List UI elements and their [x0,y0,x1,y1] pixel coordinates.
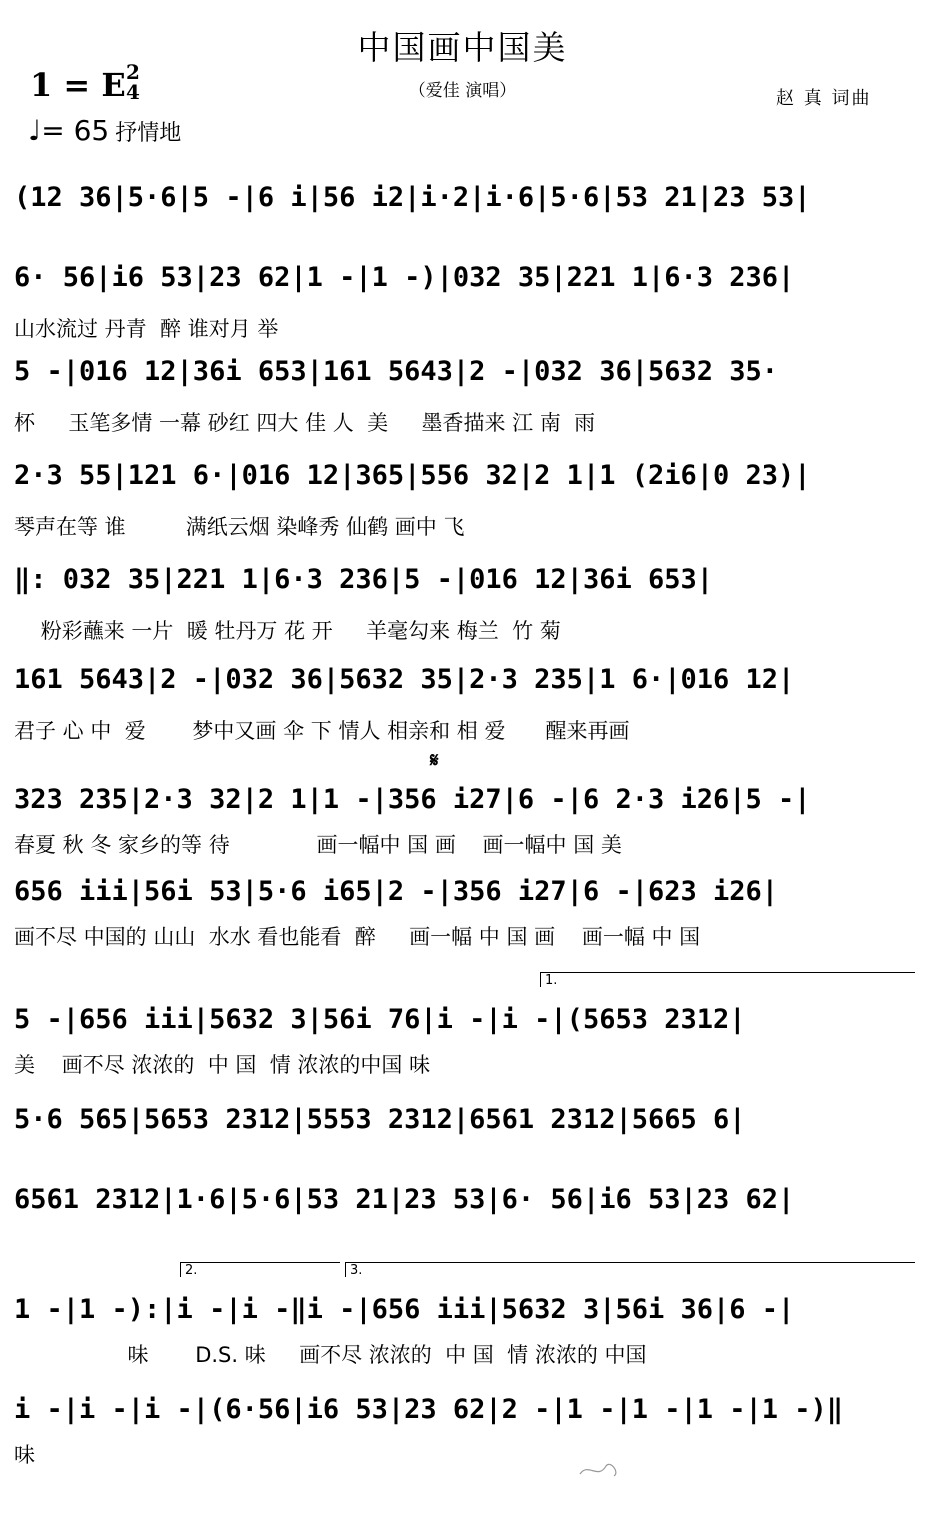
notation-line: 656 iii|56i 53|5·6 i65|2 -|356 i27|6 -|623 i26| [14,876,779,907]
time-signature-bottom: 4 [126,80,140,104]
lyric-line: 画不尽 中国的 山山 水水 看也能看 醉 画一幅 中 国 画 画一幅 中 国 [14,925,701,949]
signature-mark [570,1452,630,1482]
volta-3: 3. [345,1262,915,1277]
time-signature-top: 2 [126,60,140,84]
lyric-line: 琴声在等 谁 满纸云烟 染峰秀 仙鹤 画中 飞 [14,515,465,539]
score-row [14,872,914,949]
score-row [14,1290,914,1367]
notation-line: 1 -|1 -):|i -|i -‖i -|656 iii|5632 3|56i 36|6 -| [14,1294,795,1325]
lyric-line: 山水流过 丹青 醉 谁对月 举 [14,317,279,341]
tempo-marking [28,114,181,147]
notation-line: 5 -|656 iii|5632 3|56i 76|i -|i -|(5653 2312| [14,1004,746,1035]
score-row [14,560,914,643]
notation-line: 6561 2312|1·6|5·6|53 21|23 53|6· 56|i6 53|23 62| [14,1184,795,1215]
score-row [14,258,914,341]
lyric-line: 春夏 秋 冬 家乡的等 待 画一幅中 国 画 画一幅中 国 美 [14,833,622,857]
score-row [14,1180,914,1236]
score-row [14,1100,914,1156]
notation-line: 6· 56|i6 53|23 62|1 -|1 -)|032 35|221 1|6·3 236| [14,262,795,293]
expression-marking: 抒情地 [115,121,182,146]
key-signature: 1 = E [30,66,126,104]
notation-line: ‖: 032 35|221 1|6·3 236|5 -|016 12|36i 653| [14,564,713,595]
notation-line: i -|i -|i -|(6·56|i6 53|23 62|2 -|1 -|1 -|1 -|1 -)‖ [14,1394,844,1425]
singer-credit: （爱佳 演唱） [408,81,517,101]
score-row [14,1390,914,1467]
notation-line: 5 -|016 12|36i 653|161 5643|2 -|032 36|5632 35· [14,356,779,387]
tempo-value: ♩= 65 [28,114,110,147]
lyric-line: 君子 心 中 爱 梦中又画 伞 下 情人 相亲和 相 爱 醒来再画 [14,719,630,743]
song-title: 中国画中国美 [357,28,568,67]
notation-line: 2·3 55|121 6·|016 12|365|556 32|2 1|1 (2i6|0 23)| [14,460,811,491]
lyric-line: 美 画不尽 浓浓的 中 国 情 浓浓的中国 味 [14,1053,431,1077]
time-signature [122,62,144,102]
volta-1: 1. [540,972,915,987]
notation-line: (12 36|5·6|5 -|6 i|56 i2|i·2|i·6|5·6|53 21|23 53| [14,182,811,213]
lyric-line: 粉彩蘸来 一片 暖 牡丹万 花 开 羊毫勾来 梅兰 竹 菊 [14,619,561,643]
score-row [14,178,914,234]
notation-line: 5·6 565|5653 2312|5553 2312|6561 2312|5665 6| [14,1104,746,1135]
volta-2: 2. [180,1262,340,1277]
score-row [14,456,914,539]
composer-credit: 赵 真 词曲 [776,88,872,109]
lyric-line: 味 [14,1443,35,1467]
lyric-line: 味 D.S. 味 画不尽 浓浓的 中 国 情 浓浓的 中国 [14,1343,647,1367]
score-row [14,352,914,435]
score-row [14,660,914,743]
lyric-line: 杯 玉笔多情 一幕 砂红 四大 佳 人 美 墨香描来 江 南 雨 [14,411,596,435]
notation-line: 161 5643|2 -|032 36|5632 35|2·3 235|1 6·|016 12| [14,664,795,695]
score-row [14,1000,914,1077]
score-row [14,780,914,857]
segno-sign: 𝄋 [430,748,439,772]
notation-line: 323 235|2·3 32|2 1|1 -|356 i27|6 -|6 2·3 i26|5 -| [14,784,811,815]
